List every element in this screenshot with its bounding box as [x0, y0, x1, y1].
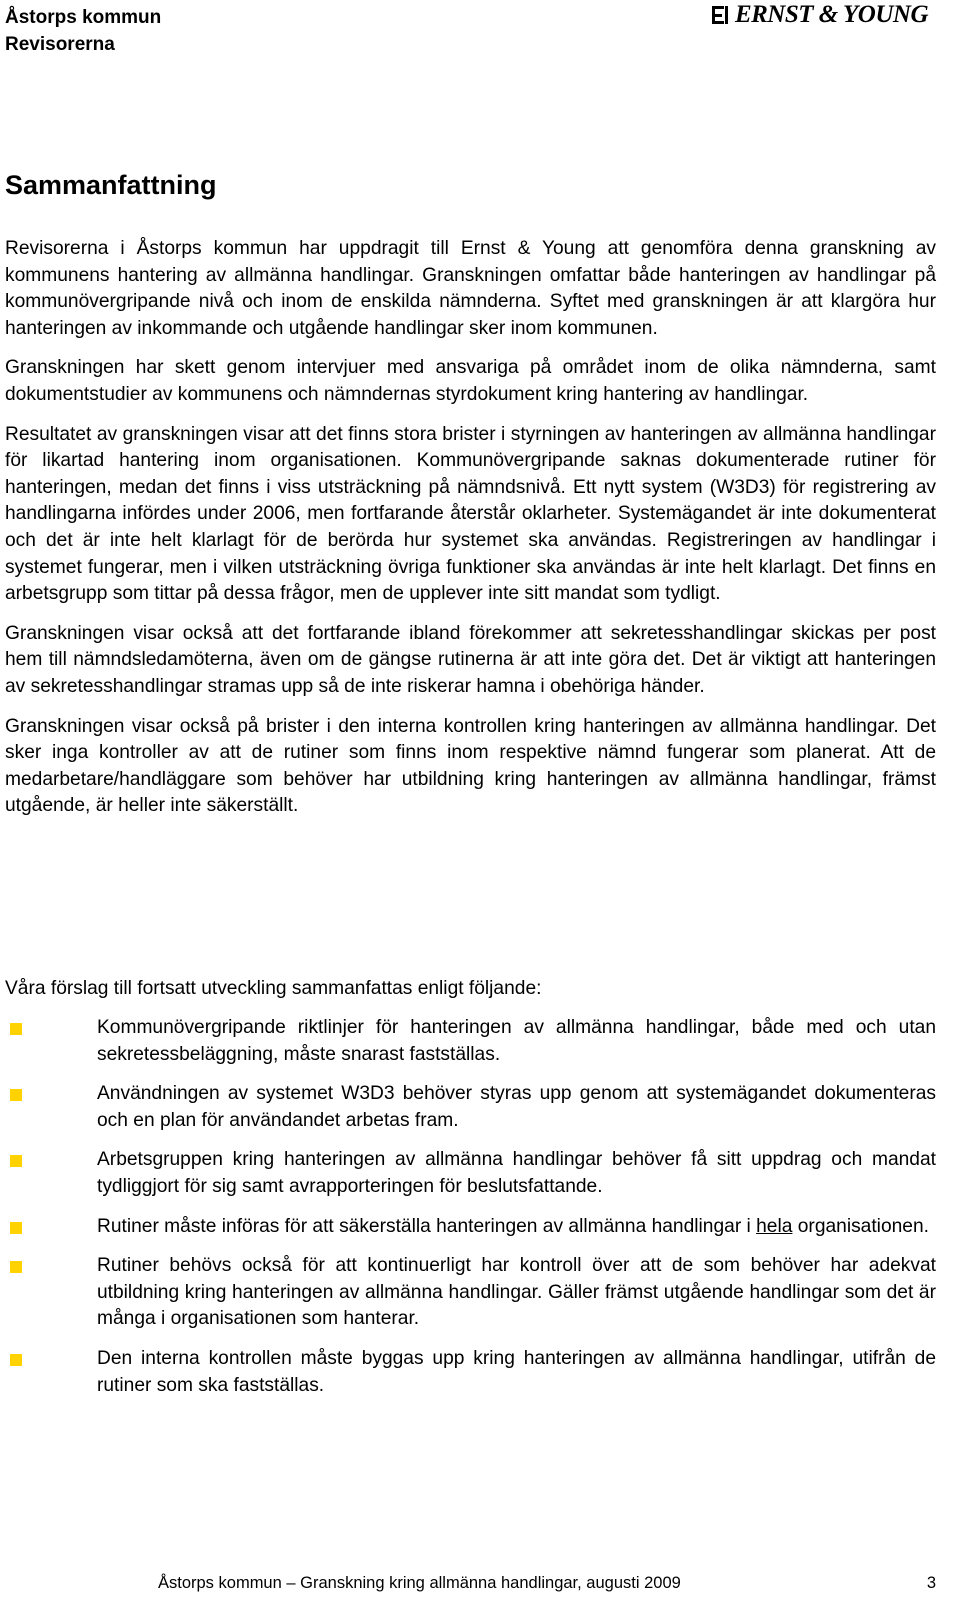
list-item-text — [97, 1216, 929, 1237]
bullet-square-icon — [10, 1023, 22, 1035]
page-footer — [158, 1572, 936, 1594]
list-item — [0, 1147, 936, 1200]
bullet-square-icon — [10, 1222, 22, 1234]
list-item-text: Arbetsgruppen kring hanteringen av allmänna handlingar behöver få sitt uppdrag och mandat tydliggjort för sig samt avrapporteringen för beslutsfattande. — [97, 1149, 936, 1197]
list-item — [0, 1081, 936, 1134]
list-item-text: Kommunövergripande riktlinjer för hanteringen av allmänna handlingar, både med och utan sekretessbeläggning, måste snarast fastställas. — [97, 1017, 936, 1065]
list-item — [0, 1346, 936, 1399]
bullet-square-icon — [10, 1155, 22, 1167]
bullet-square-icon — [10, 1089, 22, 1101]
bullet-square-icon — [10, 1354, 22, 1366]
paragraph: Granskningen har skett genom intervjuer med ansvariga på området inom de olika nämnderna, samt dokumentstudier av kommunens och nämndernas styrdokument kring hantering av handlingar. — [5, 357, 936, 405]
summary-body — [5, 236, 936, 833]
paragraph: Resultatet av granskningen visar att det finns stora brister i styrningen av hanteringen av allmänna handlingar för likartad hantering inom organisationen. Kommunövergripande saknas dokumenterade rutiner för hanteringen, medan det finns i viss utsträckning på nämndsnivå. Ett nytt system (W3D3) för registrering av handlingarna infördes under 2006, men fortfarande återstår oklarheter. Systemägandet är inte dokumenterat och det är inte helt klarlagt för de berörda hur systemet ska användas. Registreringen av handlingar i systemet fungerar, men i vilken utsträckning övriga funktioner ska användas är inte helt klarlagt. Det finns en arbetsgrupp som tittar på dessa frågor, men de upplever inte sitt mandat som tydligt. — [5, 423, 936, 605]
footer-text: Åstorps kommun – Granskning kring allmänna handlingar, augusti 2009 — [158, 1574, 681, 1592]
paragraph: Granskningen visar också att det fortfarande ibland förekommer att sekretesshandlingar skickas per post hem till nämndsledamöterna, även om de gängse rutinerna är att inte göra det. Det är viktigt att hanteringen av sekretesshandlingar stramas upp så de inte riskerar hamna i obehöriga händer. — [5, 622, 936, 697]
proposals-intro: Våra förslag till fortsatt utveckling sammanfattas enligt följande: — [5, 978, 542, 999]
list-item — [0, 1214, 936, 1241]
list-item — [0, 1253, 936, 1333]
list-item-text: Rutiner behövs också för att kontinuerligt har kontroll över att de som behöver har adekvat utbildning kring hanteringen av allmänna handlingar. Gäller främst utgående handlingar som det är många i organisationen som hanterar. — [97, 1255, 936, 1330]
paragraph: Revisorerna i Åstorps kommun har uppdragit till Ernst & Young att genomföra denna granskning av kommunens hantering av allmänna handlingar. Granskningen omfattar både hanteringen av handlingar på kommunövergripande nivå och inom de enskilda nämnderna. Syftet med granskningen är att klargöra hur hanteringen av inkommande och utgående handlingar sker inom kommunen. — [5, 238, 936, 339]
underlined-word: hela — [756, 1215, 793, 1237]
ey-logo-mark-icon — [710, 4, 730, 26]
header-org: Åstorps kommun — [5, 7, 162, 28]
paragraph: Granskningen visar också på brister i den interna kontrollen kring hanteringen av allmänna handlingar. Det sker inga kontroller av att de rutiner som finns inom respektive nämnd fungerar som planerat. Att de medarbetare/handläggare som behöver har utbildning kring hanteringen av allmänna handlingar, främst utgående, är heller inte säkerställt. — [5, 715, 936, 817]
header-dept: Revisorerna — [5, 34, 115, 55]
list-item-text-after: organisationen. — [792, 1215, 929, 1237]
page-number: 3 — [926, 1574, 936, 1592]
list-item — [0, 1015, 936, 1068]
bullet-square-icon — [10, 1261, 22, 1273]
list-item-text-before: Rutiner måste införas för att säkerställa hanteringen av allmänna handlingar i — [97, 1215, 757, 1237]
ernst-young-logo — [710, 2, 928, 28]
proposals-list — [0, 1015, 936, 1412]
page-title: Sammanfattning — [5, 170, 217, 200]
list-item-text: Den interna kontrollen måste byggas upp kring hanteringen av allmänna handlingar, utifrån de rutiner som ska fastställas. — [97, 1347, 936, 1396]
list-item-text: Användningen av systemet W3D3 behöver styras upp genom att systemägandet dokumenteras och en plan för användandet arbetas fram. — [97, 1083, 936, 1131]
logo-wordmark: ERNST & YOUNG — [734, 1, 928, 28]
document-header — [5, 4, 161, 58]
